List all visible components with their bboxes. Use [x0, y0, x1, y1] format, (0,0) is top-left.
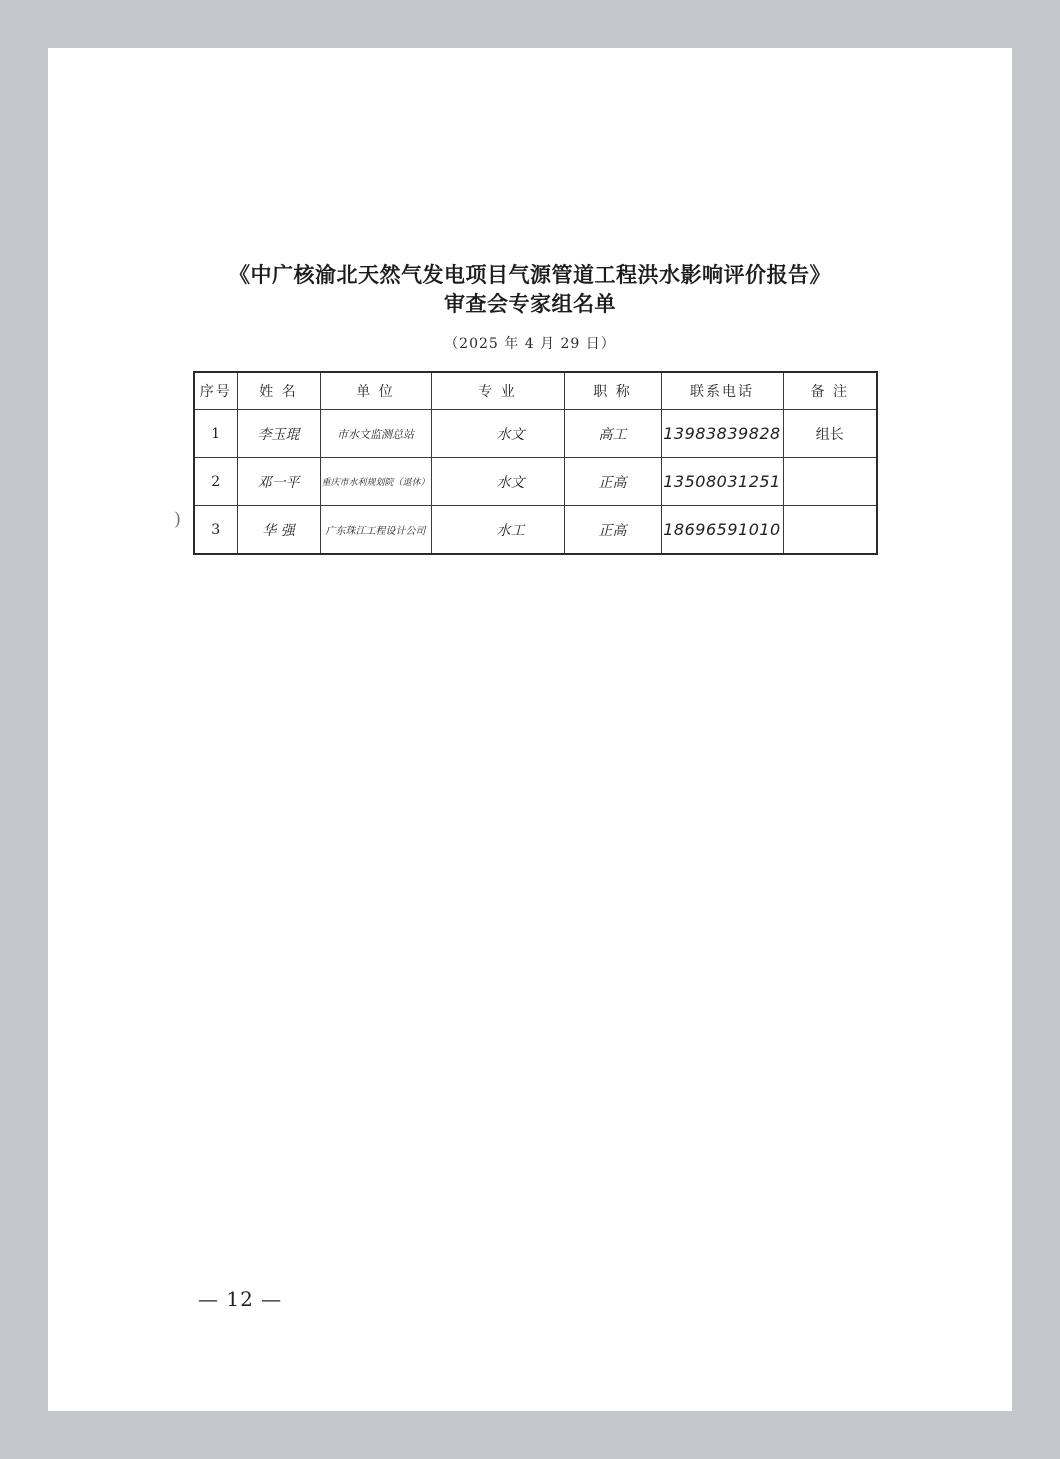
- header-index: 序号: [194, 372, 237, 410]
- expert-major: 水工: [431, 506, 564, 555]
- meeting-date: （2025 年 4 月 29 日）: [444, 336, 616, 352]
- table-header-row: [194, 372, 877, 410]
- expert-name: 邓一平: [237, 458, 320, 506]
- expert-title: 正高: [564, 506, 661, 555]
- margin-mark: ): [174, 509, 182, 530]
- document-title: 《中广核渝北天然气发电项目气源管道工程洪水影响评价报告》: [229, 262, 831, 287]
- document-subtitle: 审查会专家组名单: [444, 291, 616, 316]
- page-number: — 12 —: [198, 1287, 283, 1311]
- document-page: [48, 48, 1012, 1411]
- expert-phone: 13983839828: [661, 410, 783, 458]
- expert-remark: [783, 458, 877, 506]
- header-major: 专 业: [431, 372, 564, 410]
- row-index: 2: [194, 458, 237, 506]
- header-title: 职 称: [564, 372, 661, 410]
- expert-unit: 重庆市水利规划院（退休）: [320, 458, 431, 506]
- expert-list-table: [193, 371, 878, 555]
- expert-title: 正高: [564, 458, 661, 506]
- expert-major: 水文: [431, 410, 564, 458]
- expert-title: 高工: [564, 410, 661, 458]
- header-phone: 联系电话: [661, 372, 783, 410]
- table-row: [194, 458, 877, 506]
- header-unit: 单 位: [320, 372, 431, 410]
- table-row: [194, 410, 877, 458]
- expert-major: 水文: [431, 458, 564, 506]
- expert-phone: 18696591010: [661, 506, 783, 555]
- expert-unit: 广东珠江工程设计公司: [320, 506, 431, 555]
- header-remark: 备 注: [783, 372, 877, 410]
- row-index: 3: [194, 506, 237, 555]
- expert-name: 华 强: [237, 506, 320, 555]
- table-row: [194, 506, 877, 555]
- header-name: 姓 名: [237, 372, 320, 410]
- expert-name: 李玉琨: [237, 410, 320, 458]
- expert-unit: 市水文监测总站: [320, 410, 431, 458]
- expert-phone: 13508031251: [661, 458, 783, 506]
- expert-remark: 组长: [783, 410, 877, 458]
- expert-remark: [783, 506, 877, 555]
- row-index: 1: [194, 410, 237, 458]
